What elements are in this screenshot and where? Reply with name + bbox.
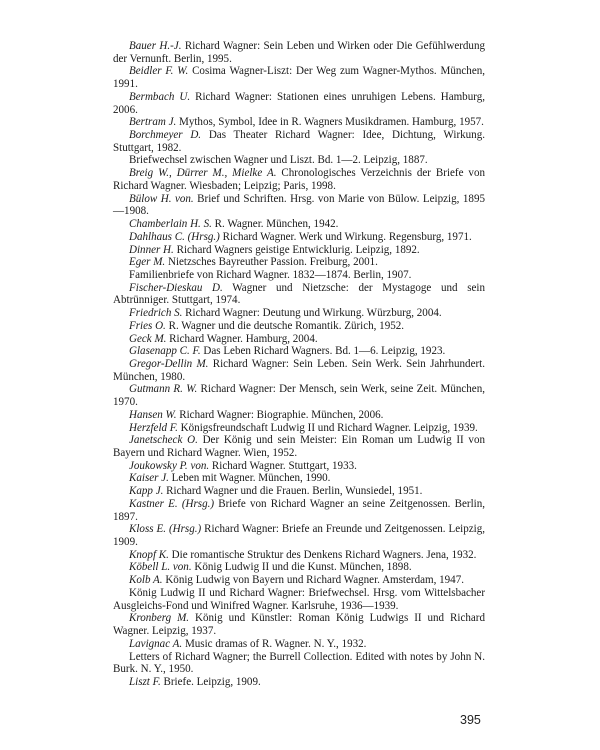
bibliography-entry xyxy=(113,460,485,473)
bibliography-entry xyxy=(113,587,485,612)
entry-text: Richard Wagner. Werk und Wirkung. Regensburg, 1971. xyxy=(219,230,472,243)
entry-text: R. Wagner. München, 1942. xyxy=(211,218,339,231)
entry-text: Richard Wagner: Briefe an Freunde und Zeitgenossen. Leipzig, 1909. xyxy=(113,523,486,549)
entry-text: Letters of Richard Wagner; the Burrell Collection. Edited with notes by John N. Burk. N. Y., 1950. xyxy=(113,650,485,676)
bibliography-entry xyxy=(113,307,485,320)
entry-text: Nietzsches Bayreuther Passion. Freiburg, 2001. xyxy=(165,256,378,269)
bibliography-entry xyxy=(113,244,485,257)
entry-text: Richard Wagner: Biographie. München, 2006. xyxy=(176,408,384,421)
page-number: 395 xyxy=(460,713,481,727)
bibliography-entry xyxy=(113,676,485,689)
entry-author: Geck M. xyxy=(129,332,167,345)
entry-text: Briefwechsel zwischen Wagner und Liszt. Bd. 1—2. Leipzig, 1887. xyxy=(129,154,428,167)
entry-author: Kronberg M. xyxy=(129,612,190,625)
entry-author: Bülow H. von. xyxy=(129,192,194,205)
entry-author: Borchmeyer D. xyxy=(129,129,202,142)
bibliography-entry xyxy=(113,549,485,562)
bibliography-entry xyxy=(113,345,485,358)
entry-author: Joukowsky P. von. xyxy=(129,459,210,472)
entry-text: Chronologisches Verzeichnis der Briefe von Richard Wagner. Wiesbaden; Leipzig; Paris, 1998. xyxy=(113,167,485,192)
bibliography-entry xyxy=(113,167,485,192)
entry-text: Richard Wagner. Hamburg, 2004. xyxy=(166,332,318,345)
bibliography-entry xyxy=(113,91,485,116)
entry-text: König Ludwig II und Richard Wagner: Briefwechsel. Hrsg. vom Wittelsbacher Ausgleichs-Fond und Winifred Wagner. Karlsruhe, 1936—1939. xyxy=(113,586,485,612)
bibliography-entry xyxy=(113,574,485,587)
bibliography-entry xyxy=(113,116,485,129)
entry-author: Gregor-Dellin M. xyxy=(129,357,209,370)
entry-author: Kloss E. (Hrsg.) xyxy=(129,523,202,536)
entry-author: Gutmann R. W. xyxy=(129,383,198,396)
entry-text: Wagner und Nietzsche: der Mystagoge und sein Abtrünniger. Stuttgart, 1974. xyxy=(113,281,485,307)
entry-text: Richard Wagners geistige Entwicklurig. Leipzig, 1892. xyxy=(173,243,420,256)
entry-author: Friedrich S. xyxy=(129,307,183,320)
entry-author: Kolb A. xyxy=(129,574,163,587)
entry-text: Leben mit Wagner. München, 1990. xyxy=(168,472,331,485)
entry-author: Kastner E. (Hrsg.) xyxy=(129,497,215,510)
entry-text: Familienbriefe von Richard Wagner. 1832—1874. Berlin, 1907. xyxy=(129,268,412,281)
entry-text: Königsfreundschaft Ludwig II und Richard Wagner. Leipzig, 1939. xyxy=(177,421,478,434)
bibliography-entry xyxy=(113,409,485,422)
bibliography-entry xyxy=(113,282,485,307)
bibliography-entry xyxy=(113,218,485,231)
bibliography-entry xyxy=(113,320,485,333)
entry-author: Dahlhaus C. (Hrsg.) xyxy=(129,230,220,243)
entry-author: Kaiser J. xyxy=(129,472,169,485)
entry-author: Breig W., Dürrer M., Mielke A. xyxy=(129,167,277,180)
entry-text: Briefe von Richard Wagner an seine Zeitgenossen. Berlin, 1897. xyxy=(113,497,485,523)
entry-author: Eger M. xyxy=(129,256,166,269)
entry-author: Liszt F. xyxy=(129,675,161,688)
bibliography-entry xyxy=(113,154,485,167)
bibliography-entry xyxy=(113,333,485,346)
entry-author: Bauer H.-J. xyxy=(129,40,182,52)
entry-author: Fischer-Dieskau D. xyxy=(129,281,223,294)
entry-text: Richard Wagner und die Frauen. Berlin, Wunsiedel, 1951. xyxy=(163,485,423,498)
bibliography-entry xyxy=(113,612,485,637)
entry-author: Knopf K. xyxy=(129,548,169,561)
entry-author: Bertram J. xyxy=(129,116,177,129)
entry-author: Kapp J. xyxy=(129,485,164,498)
entry-author: Beidler F. W. xyxy=(129,65,189,78)
bibliography-entry xyxy=(113,383,485,408)
entry-author: Chamberlain H. S. xyxy=(129,218,212,231)
bibliography-entry xyxy=(113,269,485,282)
entry-text: Das Leben Richard Wagners. Bd. 1—6. Leipzig, 1923. xyxy=(200,345,446,358)
bibliography-entry xyxy=(113,40,485,65)
entry-text: Music dramas of R. Wagner. N. Y., 1932. xyxy=(182,637,367,650)
entry-text: König Ludwig II und die Kunst. München, 1898. xyxy=(191,561,412,574)
entry-author: Dinner H. xyxy=(129,243,174,256)
entry-text: Briefe. Leipzig, 1909. xyxy=(160,675,261,688)
bibliography-entry xyxy=(113,498,485,523)
entry-text: Richard Wagner: Deutung und Wirkung. Würzburg, 2004. xyxy=(182,307,442,320)
entry-text: Richard Wagner: Sein Leben. Sein Werk. Sein Jahrhundert. München, 1980. xyxy=(113,357,485,383)
entry-text: Brief und Schriften. Hrsg. von Marie von Bülow. Leipzig, 1895—1908. xyxy=(113,192,485,218)
entry-author: Janetscheck O. xyxy=(129,434,198,447)
bibliography-entry xyxy=(113,434,485,459)
entry-author: Glasenapp C. F. xyxy=(129,345,201,358)
entry-author: Bermbach U. xyxy=(129,90,191,103)
entry-text: König Ludwig von Bayern und Richard Wagner. Amsterdam, 1947. xyxy=(162,574,464,587)
bibliography-entry xyxy=(113,65,485,90)
entry-text: Cosima Wagner-Liszt: Der Weg zum Wagner-Mythos. München, 1991. xyxy=(113,65,486,91)
bibliography-entry xyxy=(113,638,485,651)
entry-author: Lavignac A. xyxy=(129,637,183,650)
entry-text: R. Wagner und die deutsche Romantik. Zürich, 1952. xyxy=(165,319,405,332)
entry-text: König und Künstler: Roman König Ludwigs II und Richard Wagner. Leipzig, 1937. xyxy=(113,612,485,638)
entry-text: Der König und sein Meister: Ein Roman um Ludwig II von Bayern und Richard Wagner. Wien, 1952. xyxy=(113,434,485,459)
bibliography-entry xyxy=(113,523,485,548)
bibliography-list xyxy=(113,40,485,689)
bibliography-entry xyxy=(113,256,485,269)
bibliography-entry xyxy=(113,472,485,485)
entry-author: Fries O. xyxy=(129,319,166,332)
bibliography-entry xyxy=(113,193,485,218)
bibliography-entry xyxy=(113,485,485,498)
entry-text: Richard Wagner. Stuttgart, 1933. xyxy=(209,459,357,472)
entry-text: Richard Wagner: Sein Leben und Wirken oder Die Gefühlwerdung der Vernunft. Berlin, 1995. xyxy=(113,40,486,65)
bibliography-entry xyxy=(113,129,485,154)
entry-author: Hansen W. xyxy=(129,408,177,421)
bibliography-entry xyxy=(113,422,485,435)
entry-text: Mythos, Symbol, Idee in R. Wagners Musikdramen. Hamburg, 1957. xyxy=(176,116,484,129)
entry-author: Köbell L. von. xyxy=(129,561,192,574)
entry-text: Richard Wagner: Der Mensch, sein Werk, seine Zeit. München, 1970. xyxy=(113,383,485,409)
entry-text: Richard Wagner: Stationen eines unruhigen Lebens. Hamburg, 2006. xyxy=(113,90,485,116)
bibliography-entry xyxy=(113,561,485,574)
bibliography-entry xyxy=(113,651,485,676)
bibliography-entry xyxy=(113,231,485,244)
bibliography-entry xyxy=(113,358,485,383)
entry-text: Die romantische Struktur des Denkens Richard Wagners. Jena, 1932. xyxy=(168,548,477,561)
entry-text: Das Theater Richard Wagner: Idee, Dichtung, Wirkung. Stuttgart, 1982. xyxy=(113,129,485,154)
entry-author: Herzfeld F. xyxy=(129,421,178,434)
